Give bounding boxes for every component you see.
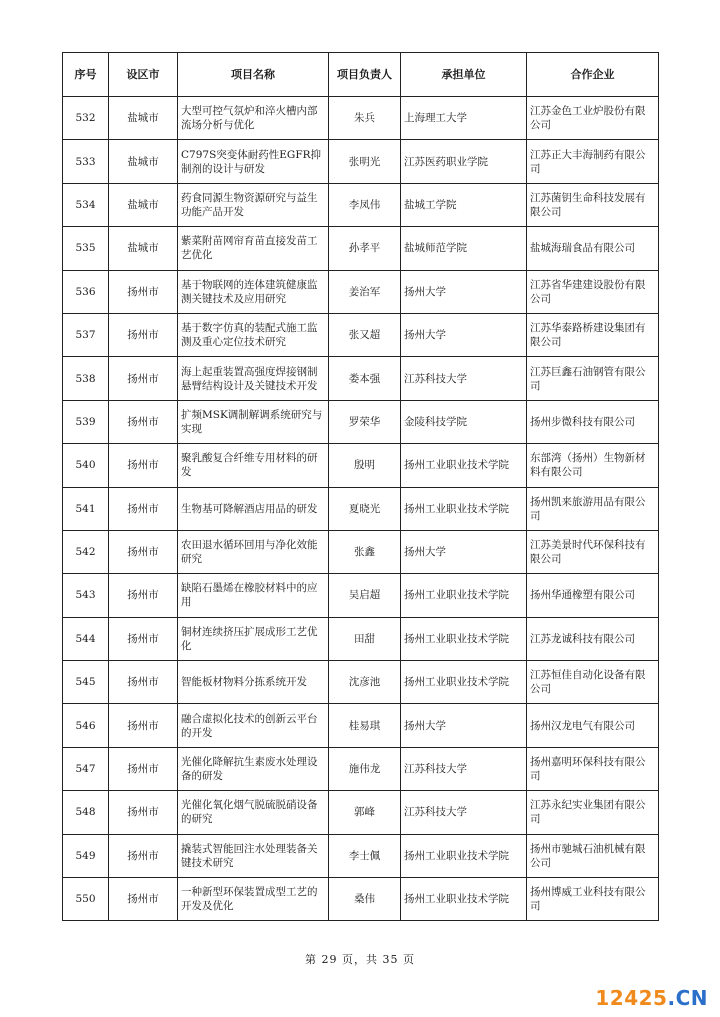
partner-cell: 扬州博威工业科技有限公司 [527,878,659,921]
city-cell: 盐城市 [109,97,178,140]
partner-cell: 扬州步微科技有限公司 [527,400,659,443]
city-cell: 盐城市 [109,183,178,226]
partner-cell: 江苏金色工业炉股份有限公司 [527,97,659,140]
leader-cell: 施伟龙 [329,747,401,790]
header-partner: 合作企业 [527,53,659,97]
table-row [63,357,659,400]
project-name-cell: 一种新型环保装置成型工艺的开发及优化 [178,878,329,921]
serial-cell: 546 [63,704,109,747]
table-row [63,834,659,877]
project-name-cell: 农田退水循环回用与净化效能研究 [178,530,329,573]
project-name-cell: 大型可控气氛炉和淬火槽内部流场分析与优化 [178,97,329,140]
table-row [63,270,659,313]
serial-cell: 537 [63,313,109,356]
leader-cell: 孙孝平 [329,227,401,270]
leader-cell: 姜治军 [329,270,401,313]
table-row [63,661,659,704]
serial-cell: 540 [63,444,109,487]
partner-cell: 江苏永纪实业集团有限公司 [527,791,659,834]
partner-cell: 江苏美景时代环保科技有限公司 [527,530,659,573]
serial-cell: 532 [63,97,109,140]
page-footer: 第 29 页，共 35 页 [305,953,415,966]
table-row [63,400,659,443]
partner-cell: 江苏菌钥生命科技发展有限公司 [527,183,659,226]
partner-cell: 扬州凯来旅游用品有限公司 [527,487,659,530]
leader-cell: 张鑫 [329,530,401,573]
partner-cell: 扬州汉龙电气有限公司 [527,704,659,747]
table-row [63,704,659,747]
city-cell: 扬州市 [109,357,178,400]
leader-cell: 沈彦池 [329,661,401,704]
project-name-cell: 药食同源生物资源研究与益生功能产品开发 [178,183,329,226]
project-name-cell: 铜材连续挤压扩展成形工艺优化 [178,617,329,660]
city-cell: 扬州市 [109,834,178,877]
leader-cell: 桑伟 [329,878,401,921]
serial-cell: 548 [63,791,109,834]
city-cell: 扬州市 [109,270,178,313]
project-name-cell: 撬装式智能回注水处理装备关键技术研究 [178,834,329,877]
institution-cell: 金陵科技学院 [401,400,527,443]
leader-cell: 朱兵 [329,97,401,140]
table-row [63,227,659,270]
header-institution: 承担单位 [401,53,527,97]
serial-cell: 535 [63,227,109,270]
table-row [63,791,659,834]
project-name-cell: 融合虚拟化技术的创新云平台的开发 [178,704,329,747]
table-row [63,617,659,660]
serial-cell: 534 [63,183,109,226]
city-cell: 扬州市 [109,791,178,834]
serial-cell: 536 [63,270,109,313]
institution-cell: 扬州大学 [401,270,527,313]
project-name-cell: 紫菜附苗网帘育苗直接发苗工艺优化 [178,227,329,270]
project-name-cell: 基于数字仿真的装配式施工监测及重心定位技术研究 [178,313,329,356]
partner-cell: 盐城海瑞食品有限公司 [527,227,659,270]
leader-cell: 田甜 [329,617,401,660]
city-cell: 扬州市 [109,617,178,660]
leader-cell: 娄本强 [329,357,401,400]
project-table [62,52,659,921]
institution-cell: 扬州工业职业技术学院 [401,617,527,660]
city-cell: 盐城市 [109,227,178,270]
partner-cell: 江苏正大丰海制药有限公司 [527,140,659,183]
institution-cell: 江苏科技大学 [401,791,527,834]
leader-cell: 郭峰 [329,791,401,834]
institution-cell: 盐城工学院 [401,183,527,226]
city-cell: 扬州市 [109,661,178,704]
city-cell: 扬州市 [109,704,178,747]
serial-cell: 543 [63,574,109,617]
leader-cell: 殷明 [329,444,401,487]
serial-cell: 544 [63,617,109,660]
leader-cell: 张又超 [329,313,401,356]
watermark-number: 12425 [595,986,668,1010]
city-cell: 扬州市 [109,530,178,573]
city-cell: 扬州市 [109,313,178,356]
city-cell: 扬州市 [109,444,178,487]
header-project-name: 项目名称 [178,53,329,97]
institution-cell: 扬州工业职业技术学院 [401,834,527,877]
serial-cell: 538 [63,357,109,400]
project-name-cell: 智能板材物料分拣系统开发 [178,661,329,704]
institution-cell: 江苏医药职业学院 [401,140,527,183]
leader-cell: 李士佩 [329,834,401,877]
leader-cell: 罗荣华 [329,400,401,443]
serial-cell: 541 [63,487,109,530]
partner-cell: 江苏华泰路桥建设集团有限公司 [527,313,659,356]
institution-cell: 盐城师范学院 [401,227,527,270]
leader-cell: 桂易琪 [329,704,401,747]
project-name-cell: C797S突变体耐药性EGFR抑制剂的设计与研发 [178,140,329,183]
serial-cell: 549 [63,834,109,877]
table-row [63,183,659,226]
header-city: 设区市 [109,53,178,97]
header-serial: 序号 [63,53,109,97]
institution-cell: 扬州大学 [401,704,527,747]
leader-cell: 夏晓光 [329,487,401,530]
table-row [63,878,659,921]
city-cell: 扬州市 [109,487,178,530]
partner-cell: 江苏巨鑫石油钢管有限公司 [527,357,659,400]
serial-cell: 533 [63,140,109,183]
table-row [63,574,659,617]
project-name-cell: 缺陷石墨烯在橡胶材料中的应用 [178,574,329,617]
city-cell: 扬州市 [109,878,178,921]
header-leader: 项目负责人 [329,53,401,97]
institution-cell: 扬州工业职业技术学院 [401,661,527,704]
document-sheet [62,52,658,921]
table-row [63,487,659,530]
partner-cell: 扬州市驰城石油机械有限公司 [527,834,659,877]
partner-cell: 江苏恒佳自动化设备有限公司 [527,661,659,704]
table-body [63,97,659,921]
institution-cell: 扬州工业职业技术学院 [401,444,527,487]
leader-cell: 吴启超 [329,574,401,617]
project-name-cell: 聚乳酸复合纤维专用材料的研发 [178,444,329,487]
partner-cell: 东部湾（扬州）生物新材料有限公司 [527,444,659,487]
table-row [63,747,659,790]
watermark-domain: .CN [667,986,708,1010]
institution-cell: 扬州工业职业技术学院 [401,574,527,617]
institution-cell: 江苏科技大学 [401,357,527,400]
project-name-cell: 海上起重装置高强度焊接钢制悬臂结构设计及关键技术开发 [178,357,329,400]
serial-cell: 545 [63,661,109,704]
serial-cell: 539 [63,400,109,443]
leader-cell: 李凤伟 [329,183,401,226]
table-row [63,313,659,356]
city-cell: 扬州市 [109,400,178,443]
serial-cell: 542 [63,530,109,573]
institution-cell: 扬州工业职业技术学院 [401,878,527,921]
table-row [63,140,659,183]
partner-cell: 扬州华通橡塑有限公司 [527,574,659,617]
city-cell: 扬州市 [109,574,178,617]
serial-cell: 550 [63,878,109,921]
serial-cell: 547 [63,747,109,790]
table-row [63,530,659,573]
partner-cell: 江苏龙诚科技有限公司 [527,617,659,660]
institution-cell: 扬州工业职业技术学院 [401,487,527,530]
leader-cell: 张明光 [329,140,401,183]
institution-cell: 扬州大学 [401,313,527,356]
partner-cell: 江苏省华建建设股份有限公司 [527,270,659,313]
city-cell: 扬州市 [109,747,178,790]
table-header-row [63,53,659,97]
partner-cell: 扬州嘉明环保科技有限公司 [527,747,659,790]
institution-cell: 上海理工大学 [401,97,527,140]
project-name-cell: 扩频MSK调制解调系统研究与实现 [178,400,329,443]
project-name-cell: 光催化降解抗生素废水处理设备的研发 [178,747,329,790]
project-name-cell: 生物基可降解酒店用品的研发 [178,487,329,530]
site-watermark [595,986,708,1010]
project-name-cell: 基于物联网的连体建筑健康监测关键技术及应用研究 [178,270,329,313]
table-row [63,97,659,140]
table-row [63,444,659,487]
city-cell: 盐城市 [109,140,178,183]
project-name-cell: 光催化氧化烟气脱硫脱硝设备的研究 [178,791,329,834]
institution-cell: 扬州大学 [401,530,527,573]
institution-cell: 江苏科技大学 [401,747,527,790]
